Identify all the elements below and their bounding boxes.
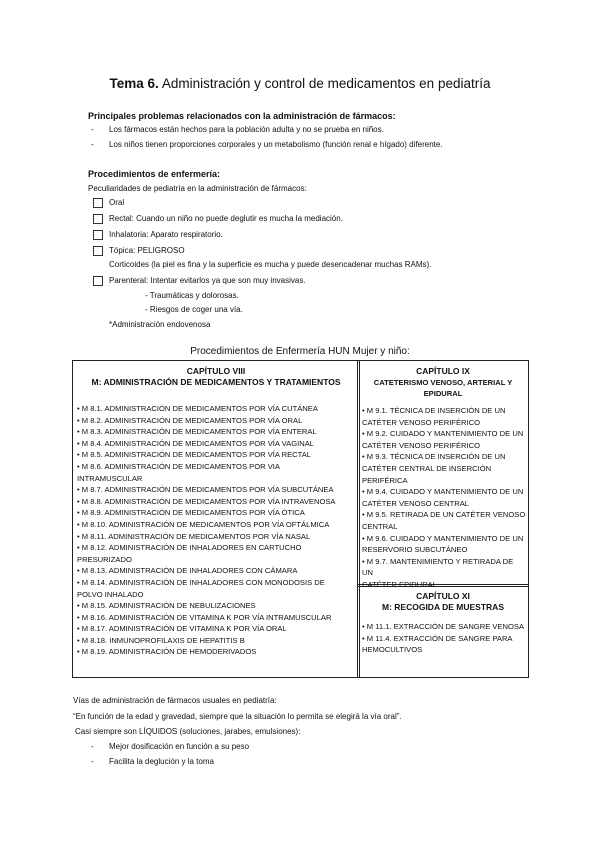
problems-heading: Principales problemas relacionados con la administración de fármacos: (88, 111, 396, 121)
list-item: CENTRAL (362, 521, 398, 531)
list-item: • M 9.5. RETIRADA DE UN CATÉTER VENOSO (362, 510, 526, 520)
list-item: CATÉTER CENTRAL DE INSERCIÓN PERIFÉRICA (362, 463, 492, 485)
cap11-subtitle: M: RECOGIDA DE MUESTRAS (382, 602, 504, 612)
footnote: *Administración endovenosa (109, 320, 211, 329)
list-item: RESERVORIO SUBCUTÁNEO (362, 545, 468, 555)
list-item: • M 8.19. ADMINISTRACIÓN DE HEMODERIVADOS (77, 647, 257, 657)
list-item: • M 8.9. ADMINISTRACIÓN DE MEDICAMENTOS POR VÍA ÓTICA (77, 508, 305, 518)
list-item: CATÉTER VENOSO PERIFÉRICO (362, 440, 480, 450)
cap9-title: CAPÍTULO IX (416, 366, 470, 376)
list-item: • M 9.4. CUIDADO Y MANTENIMIENTO DE UN (362, 487, 524, 497)
list-item: • M 8.8. ADMINISTRACIÓN DE MEDICAMENTOS POR VÍA INTRAVENOSA (77, 496, 336, 506)
cap9-cell (357, 360, 529, 587)
routes-quote: “En función de la edad y gravedad, siempre que la situación lo permita se elegirá la vía oral”. (73, 712, 402, 721)
problem-text: Los fármacos están hechos para la población adulta y no se prueba en niños. (109, 125, 384, 134)
list-item: • M 8.2. ADMINISTRACIÓN DE MEDICAMENTOS POR VÍA ORAL (77, 415, 303, 425)
option-note: Corticoides (la piel es fina y la superficie es mucha y puede desencadenar muchas RAMs). (109, 260, 432, 269)
list-item: • M 9.1. TÉCNICA DE INSERCIÓN DE UN (362, 406, 506, 415)
list-item: INTRAMUSCULAR (77, 473, 143, 483)
procedures-subheading: Peculiaridades de pediatría en la administración de fármacos: (88, 184, 307, 193)
dash-marker: - (91, 140, 94, 149)
cap11-list (362, 621, 526, 656)
list-item: • M 8.6. ADMINISTRACIÓN DE MEDICAMENTOS POR VIA (77, 461, 280, 471)
routes-liquids: Casi siempre son LÍQUIDOS (soluciones, jarabes, emulsiones): (75, 727, 301, 736)
checkbox[interactable] (93, 198, 103, 208)
list-item: • M 8.10. ADMINISTRACIÓN DE MEDICAMENTOS POR VÍA OFTÁLMICA (77, 519, 330, 529)
list-item: • M 8.17. ADMINISTRACIÓN DE VITAMINA K POR VÍA ORAL (77, 624, 287, 634)
page-title (0, 76, 600, 91)
list-item: • M 8.13. ADMINISTRACIÓN DE INHALADORES CON CÁMARA (77, 566, 298, 576)
list-item: CATÉTER VENOSO PERIFÉRICO (362, 417, 480, 427)
option-label: Oral (109, 198, 125, 207)
option-subitem: - Traumáticas y dolorosas. (145, 291, 239, 300)
list-item: • M 9.2. CUIDADO Y MANTENIMIENTO DE UN (362, 429, 524, 439)
routes-item-text: Mejor dosificación en función a su peso (109, 742, 250, 751)
routes-heading: Vías de administración de fármacos usuales en pediatría: (73, 696, 277, 705)
checkbox[interactable] (93, 214, 103, 224)
cap11-title: CAPÍTULO XI (416, 591, 470, 601)
dash-marker: - (91, 757, 94, 766)
list-item: CATÉTER EPIDURAL (362, 579, 437, 589)
list-item: • M 11.1. EXTRACCIÓN DE SANGRE VENOSA (362, 622, 525, 631)
dash-marker: - (91, 742, 94, 751)
list-item: • M 8.15. ADMINISTRACIÓN DE NEBULIZACIONES (77, 601, 256, 611)
checkbox[interactable] (93, 276, 103, 286)
title-text: Administración y control de medicamentos en pediatría (161, 76, 491, 91)
list-item: • M 8.3. ADMINISTRACIÓN DE MEDICAMENTOS POR VÍA ENTERAL (77, 427, 317, 437)
list-item: • M 9.3. TÉCNICA DE INSERCIÓN DE UN (362, 452, 506, 462)
list-item: • M 8.7. ADMINISTRACIÓN DE MEDICAMENTOS POR VÍA SUBCUTÁNEA (77, 485, 334, 495)
list-item: • M 8.14. ADMINISTRACIÓN DE INHALADORES CON MONODOSIS DE (77, 577, 325, 587)
list-item: • M 8.18. INMUNOPROFILAXIS DE HEPATITIS B (77, 635, 245, 645)
option-label: Tópica: PELIGROSO (109, 246, 185, 255)
problem-text: Los niños tienen proporciones corporales y un metabolismo (función renal e hígado) diferente. (109, 140, 443, 149)
routes-item-text: Facilita la deglución y la toma (109, 757, 214, 766)
list-item: • M 8.1. ADMINISTRACIÓN DE MEDICAMENTOS POR VÍA CUTÁNEA (77, 404, 318, 413)
cap8-cell (72, 360, 360, 678)
procedures-heading: Procedimientos de enfermería: (88, 169, 221, 179)
cap9-subtitle: CATETERISMO VENOSO, ARTERIAL Y EPIDURAL (373, 378, 513, 398)
option-label: Parenteral: Intentar evitarlos ya que son muy invasivas. (109, 276, 306, 285)
list-item: PRESURIZADO (77, 554, 132, 564)
cap8-title: CAPÍTULO VIII (186, 366, 246, 376)
list-item: CATÉTER VENOSO CENTRAL (362, 498, 470, 508)
list-item: • M 8.12. ADMINISTRACIÓN DE INHALADORES EN CARTUCHO (77, 543, 302, 553)
option-subitem: - Riesgos de coger una vía. (145, 305, 243, 314)
list-item: HEMOCULTIVOS (362, 645, 423, 655)
cap11-cell (357, 584, 529, 678)
option-label: Rectal: Cuando un niño no puede deglutir es mucha la mediación. (109, 214, 343, 223)
hun-heading: Procedimientos de Enfermería HUN Mujer y niño: (190, 346, 410, 357)
dash-marker: - (91, 125, 94, 134)
cap8-subtitle: M: ADMINISTRACIÓN DE MEDICAMENTOS Y TRATAMIENTOS (91, 377, 341, 387)
list-item: • M 9.7. MANTENIMIENTO Y RETIRADA DE UN (362, 556, 514, 578)
list-item: POLVO INHALADO (77, 589, 144, 599)
title-number: Tema 6. (109, 76, 159, 91)
checkbox[interactable] (93, 230, 103, 240)
cap9-list (362, 405, 526, 591)
checkbox[interactable] (93, 246, 103, 256)
option-label: Inhalatoria: Aparato respiratorio. (109, 230, 223, 239)
list-item: • M 11.4. EXTRACCIÓN DE SANGRE PARA (362, 633, 513, 643)
list-item: • M 8.4. ADMINISTRACIÓN DE MEDICAMENTOS POR VÍA VAGINAL (77, 438, 314, 448)
list-item: • M 9.6. CUIDADO Y MANTENIMIENTO DE UN (362, 533, 524, 543)
cap8-list (77, 403, 357, 658)
list-item: • M 8.16. ADMINISTRACIÓN DE VITAMINA K POR VÍA INTRAMUSCULAR (77, 612, 332, 622)
list-item: • M 8.5. ADMINISTRACIÓN DE MEDICAMENTOS POR VÍA RECTAL (77, 450, 312, 460)
list-item: • M 8.11. ADMINISTRACIÓN DE MEDICAMENTOS POR VÍA NASAL (77, 531, 311, 541)
